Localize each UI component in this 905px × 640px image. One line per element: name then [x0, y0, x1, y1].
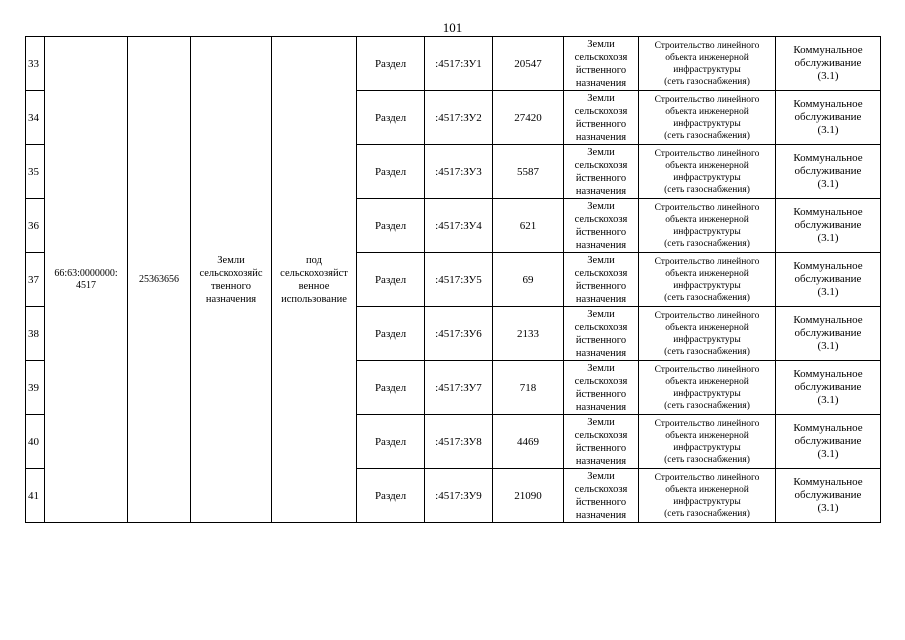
- plot-designation: :4517:ЗУ5: [425, 253, 493, 307]
- plot-purpose: Строительство линейного объекта инженерной инфраструктуры (сеть газоснабжения): [639, 469, 776, 523]
- source-land-category: Земли сельскохозяйс твенного назначения: [191, 37, 272, 523]
- plot-land-category: Земли сельскохозя йственного назначения: [564, 91, 639, 145]
- table-body: [26, 37, 881, 523]
- formation-method: Раздел: [357, 91, 425, 145]
- formation-method: Раздел: [357, 253, 425, 307]
- plot-permitted-use: Коммунальное обслуживание (3.1): [776, 307, 881, 361]
- row-number: 37: [26, 253, 45, 307]
- plot-area: 621: [493, 199, 564, 253]
- plot-permitted-use: Коммунальное обслуживание (3.1): [776, 415, 881, 469]
- formation-method: Раздел: [357, 469, 425, 523]
- plot-area: 5587: [493, 145, 564, 199]
- source-cadastral-number: 66:63:0000000: 4517: [45, 37, 128, 523]
- plot-purpose: Строительство линейного объекта инженерной инфраструктуры (сеть газоснабжения): [639, 253, 776, 307]
- plot-land-category: Земли сельскохозя йственного назначения: [564, 469, 639, 523]
- plot-purpose: Строительство линейного объекта инженерной инфраструктуры (сеть газоснабжения): [639, 361, 776, 415]
- plot-purpose: Строительство линейного объекта инженерной инфраструктуры (сеть газоснабжения): [639, 307, 776, 361]
- plot-permitted-use: Коммунальное обслуживание (3.1): [776, 91, 881, 145]
- table-row: [26, 37, 881, 91]
- plot-land-category: Земли сельскохозя йственного назначения: [564, 415, 639, 469]
- plot-land-category: Земли сельскохозя йственного назначения: [564, 361, 639, 415]
- plot-designation: :4517:ЗУ3: [425, 145, 493, 199]
- plot-designation: :4517:ЗУ8: [425, 415, 493, 469]
- plot-permitted-use: Коммунальное обслуживание (3.1): [776, 361, 881, 415]
- plot-designation: :4517:ЗУ1: [425, 37, 493, 91]
- plot-permitted-use: Коммунальное обслуживание (3.1): [776, 469, 881, 523]
- plot-land-category: Земли сельскохозя йственного назначения: [564, 307, 639, 361]
- plot-purpose: Строительство линейного объекта инженерной инфраструктуры (сеть газоснабжения): [639, 145, 776, 199]
- formation-method: Раздел: [357, 307, 425, 361]
- plot-area: 4469: [493, 415, 564, 469]
- page-number: 101: [442, 20, 463, 35]
- row-number: 36: [26, 199, 45, 253]
- source-area: 25363656: [128, 37, 191, 523]
- row-number: 41: [26, 469, 45, 523]
- formation-method: Раздел: [357, 37, 425, 91]
- plot-purpose: Строительство линейного объекта инженерной инфраструктуры (сеть газоснабжения): [639, 37, 776, 91]
- plot-land-category: Земли сельскохозя йственного назначения: [564, 145, 639, 199]
- formation-method: Раздел: [357, 145, 425, 199]
- plot-area: 21090: [493, 469, 564, 523]
- formation-method: Раздел: [357, 415, 425, 469]
- plot-purpose: Строительство линейного объекта инженерной инфраструктуры (сеть газоснабжения): [639, 415, 776, 469]
- plot-permitted-use: Коммунальное обслуживание (3.1): [776, 145, 881, 199]
- plot-area: 2133: [493, 307, 564, 361]
- plot-designation: :4517:ЗУ4: [425, 199, 493, 253]
- plot-area: 718: [493, 361, 564, 415]
- row-number: 34: [26, 91, 45, 145]
- plot-permitted-use: Коммунальное обслуживание (3.1): [776, 253, 881, 307]
- plot-designation: :4517:ЗУ9: [425, 469, 493, 523]
- land-plots-table: [25, 36, 881, 523]
- plot-purpose: Строительство линейного объекта инженерной инфраструктуры (сеть газоснабжения): [639, 199, 776, 253]
- plot-designation: :4517:ЗУ6: [425, 307, 493, 361]
- formation-method: Раздел: [357, 199, 425, 253]
- plot-land-category: Земли сельскохозя йственного назначения: [564, 199, 639, 253]
- plot-purpose: Строительство линейного объекта инженерной инфраструктуры (сеть газоснабжения): [639, 91, 776, 145]
- row-number: 38: [26, 307, 45, 361]
- plot-land-category: Земли сельскохозя йственного назначения: [564, 37, 639, 91]
- source-land-usage: под сельскохозяйст венное использование: [272, 37, 357, 523]
- plot-area: 27420: [493, 91, 564, 145]
- row-number: 40: [26, 415, 45, 469]
- plot-area: 20547: [493, 37, 564, 91]
- plot-permitted-use: Коммунальное обслуживание (3.1): [776, 199, 881, 253]
- formation-method: Раздел: [357, 361, 425, 415]
- row-number: 35: [26, 145, 45, 199]
- plot-area: 69: [493, 253, 564, 307]
- plot-designation: :4517:ЗУ2: [425, 91, 493, 145]
- plot-permitted-use: Коммунальное обслуживание (3.1): [776, 37, 881, 91]
- row-number: 33: [26, 37, 45, 91]
- plot-land-category: Земли сельскохозя йственного назначения: [564, 253, 639, 307]
- plot-designation: :4517:ЗУ7: [425, 361, 493, 415]
- row-number: 39: [26, 361, 45, 415]
